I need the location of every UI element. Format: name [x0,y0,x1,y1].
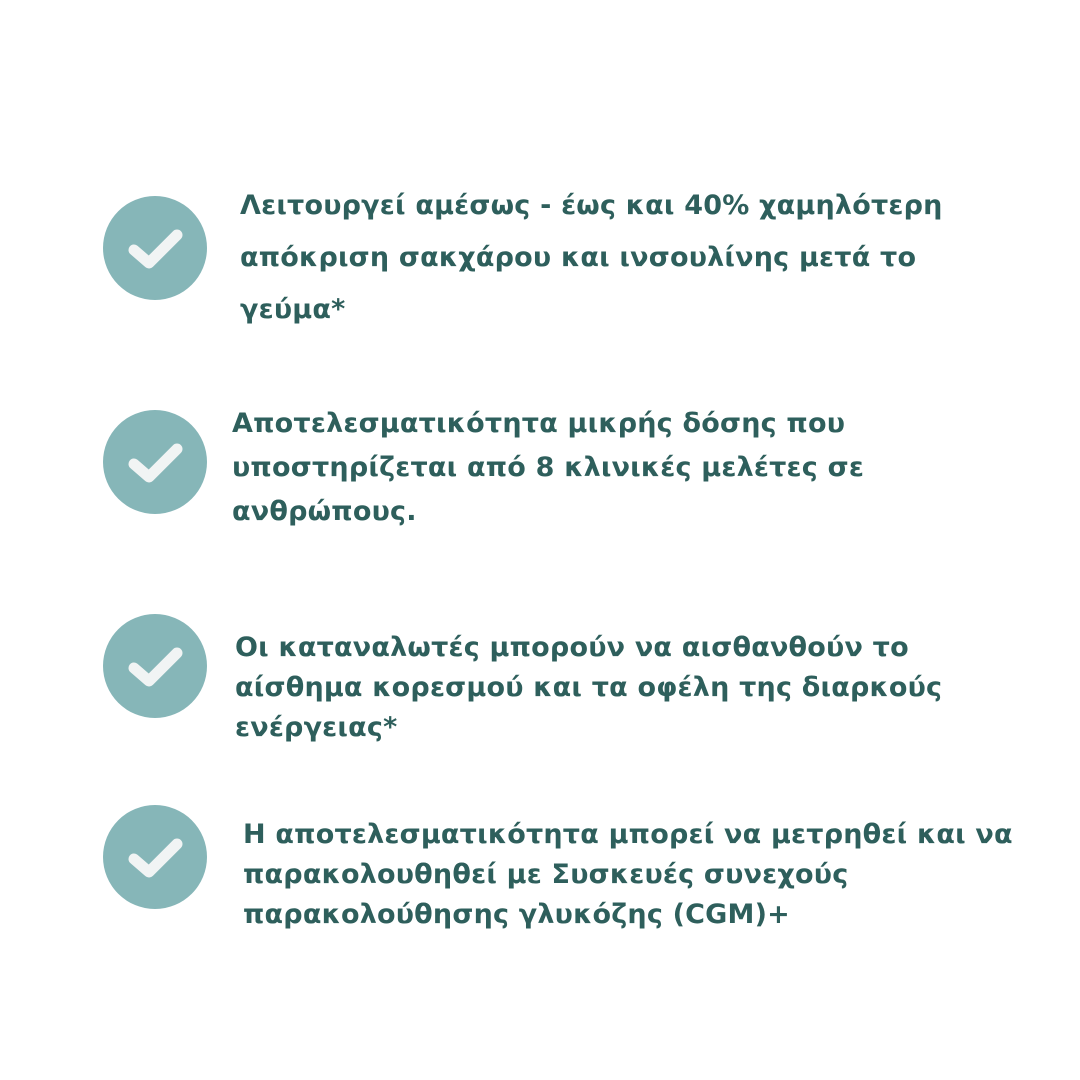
text-line: Οι καταναλωτές μπορούν να αισθανθούν το [235,632,909,663]
benefit-text [235,628,942,748]
text-line: Λειτουργεί αμέσως - έως και 40% χαμηλότερη [240,190,943,221]
text-line: γεύμα* [240,294,346,325]
text-line: ανθρώπους. [232,496,417,527]
text-line: απόκριση σακχάρου και ινσουλίνης μετά το [240,242,917,273]
text-line: παρακολουθηθεί με Συσκευές συνεχούς [243,859,849,890]
check-icon [103,410,207,514]
benefit-text [232,402,864,534]
text-line: υποστηρίζεται από 8 κλινικές μελέτες σε [232,452,865,483]
text-line: Αποτελεσματικότητα μικρής δόσης που [232,408,846,439]
text-line: παρακολούθησης γλυκόζης (CGM)+ [243,899,790,930]
check-icon [103,196,207,300]
check-icon [103,805,207,909]
text-line: Η αποτελεσματικότητα μπορεί να μετρηθεί και να [243,819,1013,850]
benefit-text [240,180,943,336]
text-line: αίσθημα κορεσμού και τα οφέλη της διαρκούς [235,672,943,703]
benefit-text [243,815,1013,935]
check-icon [103,614,207,718]
text-line: ενέργειας* [235,712,398,743]
